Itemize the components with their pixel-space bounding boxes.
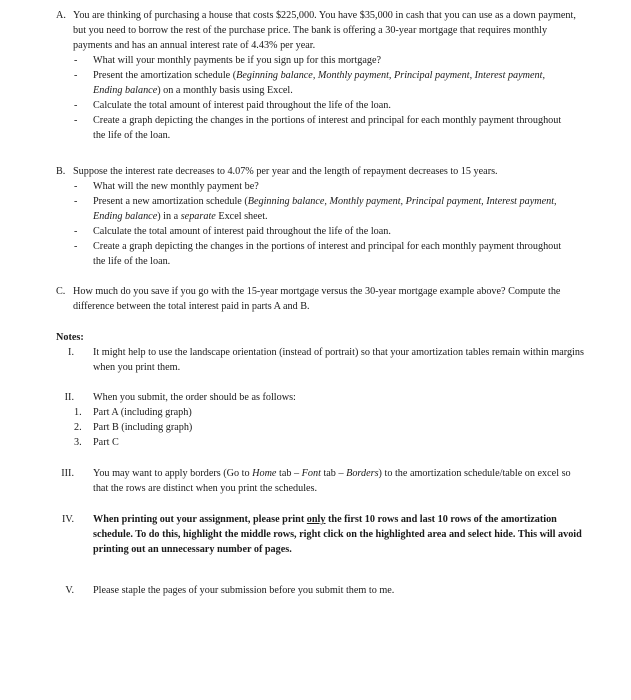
- list-number: 3.: [74, 437, 82, 448]
- note-4: [0, 512, 631, 557]
- list-item: [0, 68, 573, 98]
- list-item-emphasis: Beginning balance, Monthly payment, Principal payment, Interest payment, Ending balance: [93, 70, 546, 96]
- note-2-text: When you submit, the order should be as follows:: [93, 392, 296, 403]
- list-item-text: Calculate the total amount of interest paid throughout the life of the loan.: [93, 100, 391, 111]
- note-numeral: V.: [65, 585, 74, 596]
- section-c: [0, 284, 631, 314]
- list-item: [0, 194, 573, 224]
- dash-bullet: -: [74, 100, 78, 111]
- list-number: 2.: [74, 422, 82, 433]
- note-4-post: the first 10 rows and last 10 rows of the amortization schedule. To do this, highlight the middle rows, right click on the highlighted area and select hide. This will avoid printing out an unnecessary number of pages.: [93, 514, 582, 555]
- list-item-text: Calculate the total amount of interest paid throughout the life of the loan.: [93, 226, 391, 237]
- list-item-text: Part A (including graph): [93, 407, 192, 418]
- list-item: [0, 224, 573, 239]
- note-4-text: [93, 512, 588, 557]
- section-b-intro: [0, 164, 578, 179]
- section-a-intro-text: You are thinking of purchasing a house that costs $225,000. You have $35,000 in cash that you can use as a down payment, but you need to borrow the rest of the purchase price. The bank is offering a 30-year mortgage that requires monthly payments and has an annual interest rate of 4.43% per year.: [73, 10, 576, 51]
- section-b-intro-text: Suppose the interest rate decreases to 4.07% per year and the length of repayment decreases to 15 years.: [73, 166, 498, 177]
- submission-order-list: [0, 405, 631, 450]
- list-item-text-post: ) on a monthly basis using Excel.: [157, 85, 293, 96]
- note-5-text: Please staple the pages of your submission before you submit them to me.: [93, 585, 395, 596]
- section-c-body: [0, 284, 578, 314]
- note-4-pre: When printing out your assignment, please print: [93, 514, 307, 525]
- dash-bullet: -: [74, 241, 78, 252]
- note-1-text: It might help to use the landscape orientation (instead of portrait) so that your amortization tables remain within margins when you print them.: [93, 347, 584, 373]
- dash-bullet: -: [74, 55, 78, 66]
- section-a-intro: [0, 8, 578, 53]
- note-4-only: only: [306, 514, 326, 525]
- note-3-borders: Borders: [346, 468, 379, 479]
- list-item: [0, 405, 631, 420]
- note-3-mid2: tab –: [320, 468, 347, 479]
- list-item: [0, 435, 631, 450]
- section-a: [0, 8, 631, 143]
- list-number: 1.: [74, 407, 82, 418]
- dash-bullet: -: [74, 70, 78, 81]
- note-3-mid1: tab –: [276, 468, 302, 479]
- note-3-pre: You may want to apply borders (Go to: [93, 468, 253, 479]
- list-item-text-post: Excel sheet.: [215, 211, 268, 222]
- list-item: [0, 239, 573, 269]
- note-3-post: ) to the amortization schedule/table on excel so that the rows are distinct when you print the schedules.: [93, 468, 571, 494]
- list-item-emphasis: Beginning balance, Monthly payment, Principal payment, Interest payment, Ending balance: [93, 196, 557, 222]
- dash-bullet: -: [74, 115, 78, 126]
- section-a-letter: A.: [56, 10, 66, 21]
- list-item-text-pre: Present a new amortization schedule (: [93, 196, 248, 207]
- section-b: [0, 164, 631, 269]
- note-3-font: Font: [301, 468, 321, 479]
- note-1: [0, 345, 631, 375]
- section-b-letter: B.: [56, 166, 66, 177]
- list-item-text-pre: Present the amortization schedule (: [93, 70, 237, 81]
- notes-heading: Notes:: [56, 332, 84, 343]
- note-2: [0, 390, 631, 450]
- note-5: [0, 583, 631, 598]
- note-numeral: III.: [61, 468, 74, 479]
- list-item: [0, 113, 573, 143]
- note-3: [0, 466, 631, 496]
- dash-bullet: -: [74, 226, 78, 237]
- list-item-text: Part B (including graph): [93, 422, 193, 433]
- note-numeral: IV.: [62, 514, 74, 525]
- section-a-list: [0, 53, 631, 143]
- list-item-text-mid: ) in a: [157, 211, 181, 222]
- list-item-text: Create a graph depicting the changes in the portions of interest and principal for each monthly payment throughout the life of the loan.: [93, 115, 562, 141]
- list-item-emphasis-separate: separate: [180, 211, 216, 222]
- note-3-home: Home: [252, 468, 277, 479]
- dash-bullet: -: [74, 181, 78, 192]
- section-c-text: How much do you save if you go with the 15-year mortgage versus the 30-year mortgage example above? Compute the difference between the total interest paid in parts A and B.: [73, 286, 561, 312]
- list-item-text: What will the new monthly payment be?: [93, 181, 259, 192]
- list-item-text: Create a graph depicting the changes in the portions of interest and principal for each monthly payment throughout the life of the loan.: [93, 241, 562, 267]
- list-item: [0, 420, 631, 435]
- list-item: [0, 98, 573, 113]
- list-item-text: Part C: [93, 437, 119, 448]
- note-3-text: [93, 466, 588, 496]
- dash-bullet: -: [74, 196, 78, 207]
- note-numeral: I.: [68, 347, 74, 358]
- section-c-letter: C.: [56, 286, 66, 297]
- list-item-text: What will your monthly payments be if you sign up for this mortgage?: [93, 55, 382, 66]
- section-b-list: [0, 179, 631, 269]
- list-item: [0, 179, 573, 194]
- list-item: [0, 53, 573, 68]
- note-numeral: II.: [64, 392, 74, 403]
